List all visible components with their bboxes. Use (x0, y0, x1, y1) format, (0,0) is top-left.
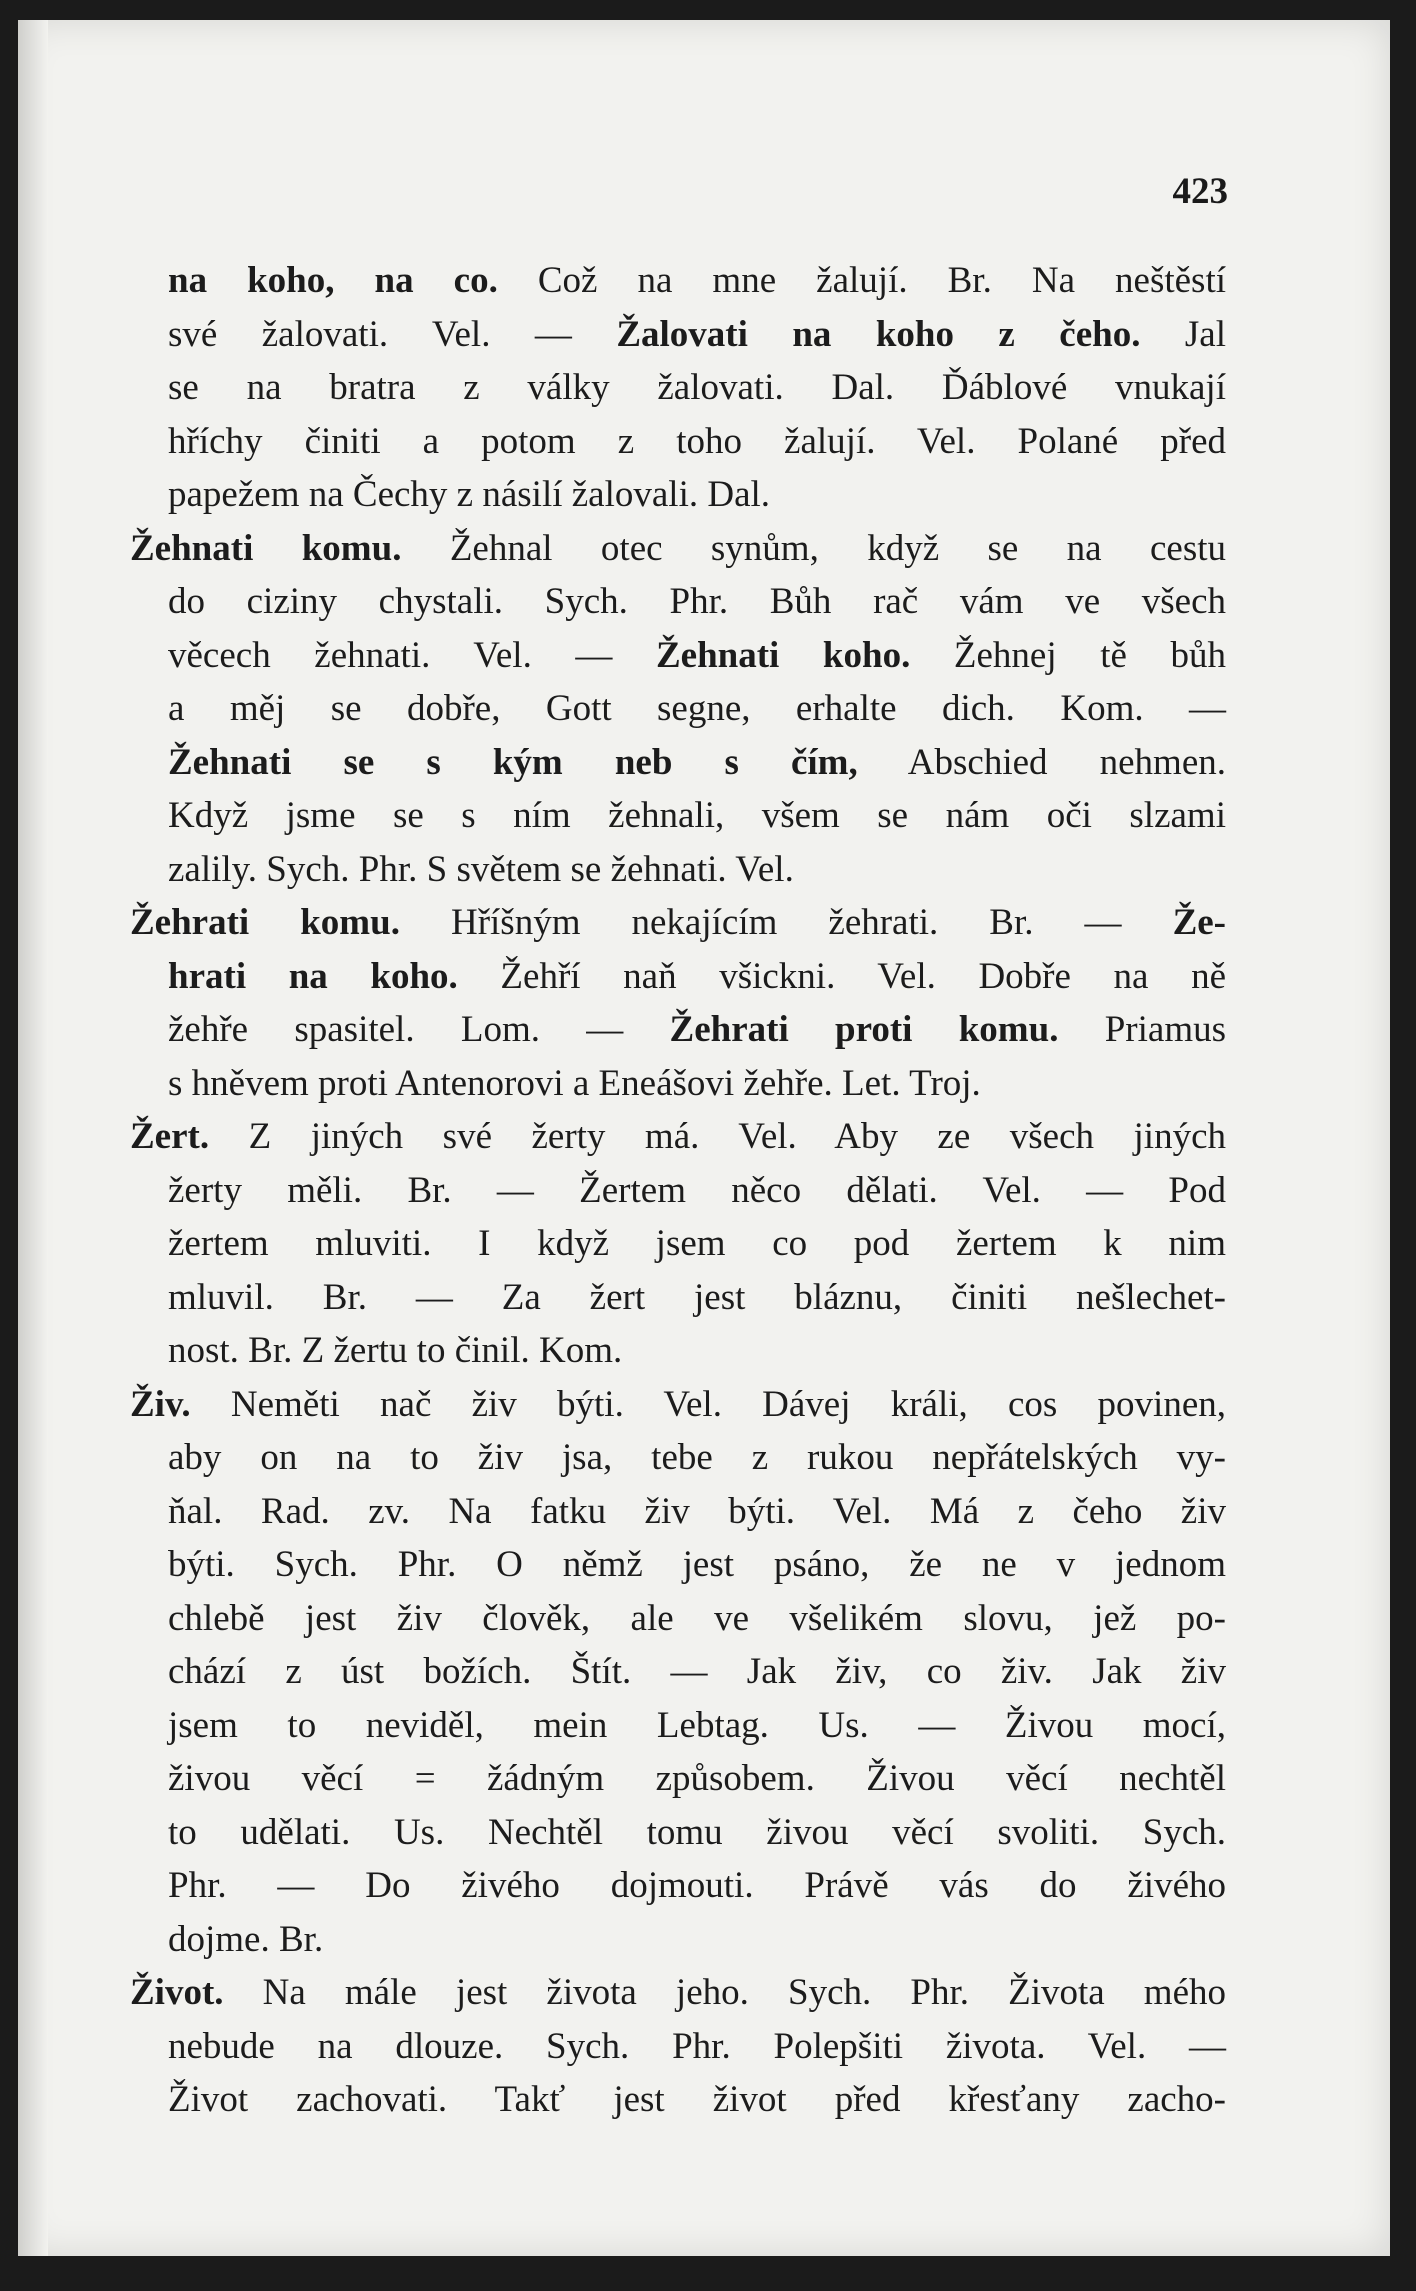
text-run: zalily. Sych. Phr. S světem se žehnati. Vel. (168, 848, 794, 890)
headword: Žehnati koho. (655, 634, 911, 676)
text-line (168, 415, 1226, 469)
text-line (168, 254, 1226, 308)
text-run: Z jiných své žerty má. Vel. Aby ze všech jiných (209, 1116, 1226, 1157)
headword: Žehnati komu. (130, 527, 402, 569)
headword: na koho, na co. (168, 260, 498, 301)
text-run: chlebě jest živ člověk, ale ve všelikém slovu, jež po- (168, 1597, 1226, 1639)
text-line (168, 1485, 1226, 1539)
text-run: jsem to neviděl, mein Lebtag. Us. — Živou mocí, (168, 1704, 1226, 1746)
text-run: živou věcí = žádným způsobem. Živou věcí nechtěl (168, 1758, 1226, 1799)
text-run: Když jsme se s ním žehnali, všem se nám oči slzami (168, 795, 1226, 836)
text-run: Žehnal otec synům, když se na cestu (401, 527, 1226, 569)
text-line (168, 1431, 1226, 1485)
text-line (168, 1592, 1226, 1646)
text-run: hříchy činiti a potom z toho žalují. Vel. Polané před (168, 420, 1226, 462)
text-line (168, 1324, 1226, 1378)
text-run: Hříšným nekajícím žehrati. Br. — (399, 902, 1173, 943)
text-line (168, 950, 1226, 1004)
text-line (168, 1859, 1226, 1913)
text-run: Což na mne žalují. Br. Na neštěstí (497, 260, 1227, 301)
text-run: Jal (1140, 313, 1226, 355)
text-line (168, 2073, 1226, 2127)
text-run: věcech žehnati. Vel. — (168, 634, 656, 676)
text-run: své žalovati. Vel. — (168, 313, 617, 355)
text-run: Život zachovati. Takť jest život před křesťany zacho- (168, 2079, 1226, 2120)
text-run: dojme. Br. (168, 1918, 324, 1960)
text-line (168, 789, 1226, 843)
text-line (168, 1057, 1226, 1111)
headword: Že- (1172, 902, 1226, 943)
entry-head-line (130, 1378, 1226, 1432)
text-run: papežem na Čechy z násilí žalovali. Dal. (168, 474, 771, 515)
text-run: do ciziny chystali. Sych. Phr. Bůh rač vám ve všech (168, 581, 1226, 622)
page-number: 423 (1172, 171, 1228, 212)
headword: Život. (130, 1972, 224, 2013)
text-run: chází z úst božích. Štít. — Jak živ, co živ. Jak živ (168, 1651, 1226, 1692)
entry-head-line (130, 522, 1226, 576)
headword: Žehrati proti komu. (669, 1009, 1059, 1050)
entry-head-line (130, 1110, 1226, 1164)
text-line (168, 1913, 1226, 1967)
text-line (168, 736, 1226, 790)
text-run: Žehnej tě bůh (910, 634, 1226, 676)
text-line (168, 1645, 1226, 1699)
text-run: býti. Sych. Phr. O němž jest psáno, že ne v jednom (168, 1544, 1226, 1585)
headword: Žalovati na koho z čeho. (616, 313, 1141, 355)
text-run: Phr. — Do živého dojmouti. Právě vás do živého (168, 1865, 1226, 1906)
headword: Žehrati komu. (130, 902, 400, 943)
text-run: Na mále jest života jeho. Sych. Phr. Života mého (223, 1972, 1226, 2013)
text-run: nost. Br. Z žertu to činil. Kom. (168, 1330, 623, 1371)
text-line (168, 1217, 1226, 1271)
text-run: ňal. Rad. zv. Na fatku živ býti. Vel. Má z čeho živ (168, 1490, 1226, 1532)
text-line (168, 1003, 1226, 1057)
text-line (168, 1538, 1226, 1592)
text-run: nebude na dlouze. Sych. Phr. Polepšiti života. Vel. — (168, 2025, 1226, 2067)
headword: Žehnati se s kým neb s čím, (168, 741, 858, 783)
text-run: Žehří naň všickni. Vel. Dobře na ně (457, 955, 1226, 997)
page-gutter-shadow (18, 20, 48, 2256)
text-run: Abschied nehmen. (857, 741, 1226, 783)
text-run: aby on na to živ jsa, tebe z rukou nepřátelských vy- (168, 1437, 1226, 1478)
text-line (168, 682, 1226, 736)
text-run: se na bratra z války žalovati. Dal. Ďáblové vnukají (168, 367, 1226, 408)
book-page (18, 20, 1390, 2256)
text-run: mluvil. Br. — Za žert jest bláznu, činiti nešlechet- (168, 1276, 1226, 1318)
text-line (168, 2020, 1226, 2074)
text-line (168, 468, 1226, 522)
text-run: žehře spasitel. Lom. — (168, 1009, 670, 1050)
headword: hrati na koho. (168, 955, 458, 997)
text-line (168, 1271, 1226, 1325)
text-run: to udělati. Us. Nechtěl tomu živou věcí svoliti. Sych. (168, 1811, 1226, 1853)
text-line (168, 843, 1226, 897)
text-line (168, 629, 1226, 683)
text-line (168, 308, 1226, 362)
dictionary-entries (130, 254, 1227, 2127)
text-line (168, 1752, 1226, 1806)
text-line (168, 1699, 1226, 1753)
headword: Žert. (130, 1116, 210, 1157)
text-run: a měj se dobře, Gott segne, erhalte dich. Kom. — (168, 688, 1226, 729)
text-line (168, 575, 1226, 629)
text-run: Neměti nač živ býti. Vel. Dávej králi, cos povinen, (190, 1383, 1226, 1425)
text-run: žertem mluviti. I když jsem co pod žertem k nim (168, 1223, 1226, 1264)
entry-head-line (130, 1966, 1226, 2020)
text-run: žerty měli. Br. — Žertem něco dělati. Vel. — Pod (168, 1169, 1226, 1211)
text-line (168, 1164, 1226, 1218)
text-line (168, 1806, 1226, 1860)
text-run: Priamus (1058, 1009, 1227, 1050)
headword: Živ. (130, 1383, 191, 1425)
text-line (168, 361, 1226, 415)
entry-head-line (130, 896, 1226, 950)
text-run: s hněvem proti Antenorovi a Eneášovi žehře. Let. Troj. (168, 1062, 981, 1104)
